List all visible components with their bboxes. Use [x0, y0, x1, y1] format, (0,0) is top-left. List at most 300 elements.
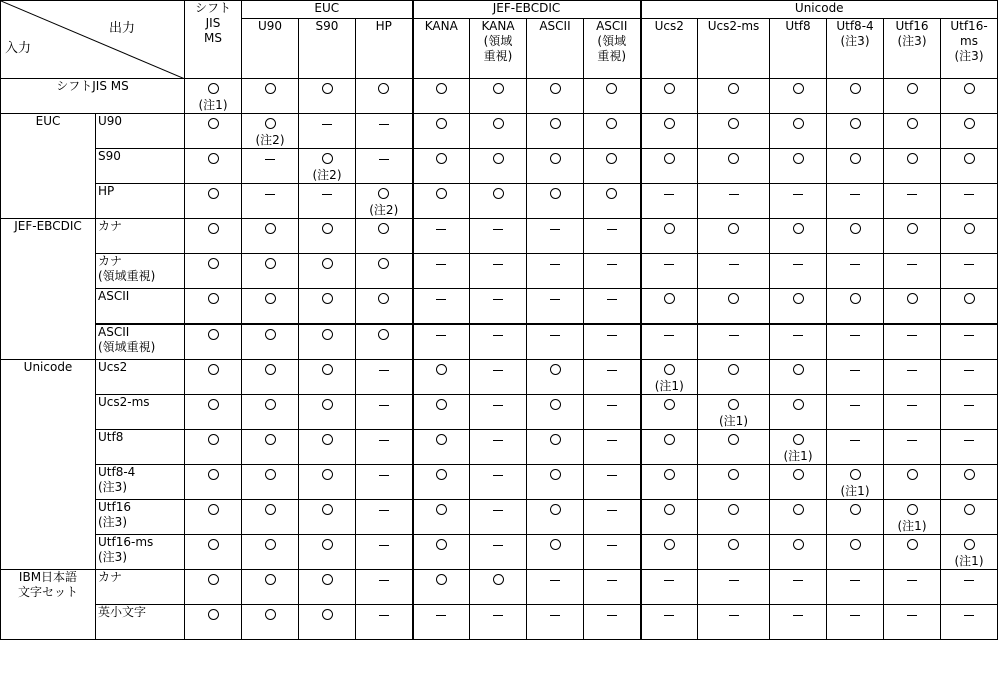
row-sub-label [96, 500, 185, 535]
unsupported-dash-icon [379, 159, 389, 160]
supported-circle-icon [322, 539, 333, 550]
matrix-cell [584, 430, 641, 465]
matrix-cell [527, 500, 584, 535]
matrix-cell [770, 324, 827, 360]
matrix-cell [770, 289, 827, 325]
unsupported-dash-icon [850, 194, 860, 195]
unsupported-dash-icon [664, 580, 674, 581]
row-group-label: Unicode [1, 360, 96, 570]
supported-circle-icon [793, 504, 804, 515]
supported-circle-icon [664, 364, 675, 375]
supported-circle-icon [964, 223, 975, 234]
supported-circle-icon [850, 223, 861, 234]
matrix-cell [527, 605, 584, 640]
matrix-cell [413, 289, 470, 325]
unsupported-dash-icon [850, 335, 860, 336]
supported-circle-icon [850, 539, 861, 550]
matrix-cell [698, 289, 770, 325]
matrix-cell [527, 149, 584, 184]
supported-circle-icon [664, 118, 675, 129]
supported-circle-icon [606, 118, 617, 129]
matrix-cell [827, 254, 884, 289]
table-row [1, 289, 998, 325]
supported-circle-icon [793, 293, 804, 304]
table-row [1, 465, 998, 500]
matrix-cell [242, 324, 299, 360]
matrix-cell [584, 184, 641, 219]
supported-circle-icon [550, 539, 561, 550]
row-sub-label [96, 289, 185, 325]
matrix-cell [698, 324, 770, 360]
unsupported-dash-icon [493, 440, 503, 441]
matrix-cell [299, 570, 356, 605]
row-group-label: EUC [1, 114, 96, 219]
supported-circle-icon [208, 364, 219, 375]
row-sub-label [96, 395, 185, 430]
col-header-utf16-ms [941, 19, 998, 79]
matrix-cell [185, 254, 242, 289]
supported-circle-icon [550, 188, 561, 199]
supported-circle-icon [850, 469, 861, 480]
matrix-cell [299, 219, 356, 254]
row-sub-label [96, 465, 185, 500]
matrix-cell [413, 430, 470, 465]
unsupported-dash-icon [493, 370, 503, 371]
matrix-cell [827, 430, 884, 465]
matrix-cell [470, 149, 527, 184]
matrix-cell [470, 500, 527, 535]
unsupported-dash-icon [907, 335, 917, 336]
col-header-kana-ryoiki [470, 19, 527, 79]
unsupported-dash-icon [322, 194, 332, 195]
matrix-cell [527, 289, 584, 325]
matrix-cell [641, 79, 698, 114]
supported-circle-icon [208, 83, 219, 94]
unsupported-dash-icon [607, 405, 617, 406]
supported-circle-icon [728, 118, 739, 129]
unsupported-dash-icon [729, 335, 739, 336]
supported-circle-icon [322, 469, 333, 480]
supported-circle-icon [550, 469, 561, 480]
supported-circle-icon [907, 83, 918, 94]
supported-circle-icon [322, 434, 333, 445]
matrix-cell [299, 114, 356, 149]
supported-circle-icon [907, 153, 918, 164]
matrix-cell [698, 79, 770, 114]
table-row [1, 254, 998, 289]
matrix-cell [242, 79, 299, 114]
matrix-cell [185, 289, 242, 325]
supported-circle-icon [265, 83, 276, 94]
col-header-line: Utf16 [895, 19, 929, 33]
matrix-cell [242, 465, 299, 500]
row-sub-label-line: カナ [98, 254, 123, 268]
row-group-label: JEF-EBCDIC [1, 219, 96, 360]
matrix-cell [413, 465, 470, 500]
matrix-cell [584, 465, 641, 500]
supported-circle-icon [606, 153, 617, 164]
row-sub-label-line: ASCII [98, 325, 130, 339]
row-sub-label [96, 254, 185, 289]
col-header-line: シフト [194, 1, 231, 15]
matrix-cell [242, 149, 299, 184]
matrix-cell [584, 360, 641, 395]
unsupported-dash-icon [607, 335, 617, 336]
supported-circle-icon [265, 434, 276, 445]
row-sub-label-line: Utf8 [98, 430, 124, 444]
unsupported-dash-icon [850, 405, 860, 406]
cell-note: (注1) [719, 414, 748, 428]
matrix-cell [941, 395, 998, 430]
matrix-cell [185, 79, 242, 114]
col-header-line: MS [204, 31, 222, 45]
matrix-cell [770, 395, 827, 430]
supported-circle-icon [493, 574, 504, 585]
supported-circle-icon [793, 83, 804, 94]
supported-circle-icon [728, 469, 739, 480]
supported-circle-icon [436, 469, 447, 480]
matrix-cell [698, 184, 770, 219]
matrix-cell [884, 465, 941, 500]
matrix-cell [356, 79, 413, 114]
matrix-cell [356, 360, 413, 395]
supported-circle-icon [907, 539, 918, 550]
unsupported-dash-icon [907, 194, 917, 195]
table-row [1, 570, 998, 605]
supported-circle-icon [793, 399, 804, 410]
cell-note: (注1) [840, 484, 870, 498]
matrix-cell [356, 430, 413, 465]
matrix-cell [527, 324, 584, 360]
matrix-cell [884, 219, 941, 254]
matrix-cell [770, 184, 827, 219]
table-row [1, 184, 998, 219]
matrix-cell [527, 535, 584, 570]
supported-circle-icon [436, 83, 447, 94]
unsupported-dash-icon [379, 124, 389, 125]
unsupported-dash-icon [907, 264, 917, 265]
matrix-cell [470, 324, 527, 360]
supported-circle-icon [208, 118, 219, 129]
matrix-cell [641, 570, 698, 605]
supported-circle-icon [208, 504, 219, 515]
unsupported-dash-icon [964, 405, 974, 406]
supported-circle-icon [265, 539, 276, 550]
matrix-cell [356, 395, 413, 430]
matrix-cell [941, 79, 998, 114]
supported-circle-icon [850, 504, 861, 515]
supported-circle-icon [728, 153, 739, 164]
supported-circle-icon [550, 434, 561, 445]
supported-circle-icon [964, 469, 975, 480]
matrix-cell [356, 535, 413, 570]
matrix-cell [242, 430, 299, 465]
row-sub-label-line: U90 [98, 114, 123, 128]
supported-circle-icon [606, 188, 617, 199]
matrix-cell [470, 465, 527, 500]
matrix-cell [299, 289, 356, 325]
supported-circle-icon [964, 504, 975, 515]
unsupported-dash-icon [664, 615, 674, 616]
matrix-cell [413, 605, 470, 640]
supported-circle-icon [664, 83, 675, 94]
matrix-cell [698, 360, 770, 395]
supported-circle-icon [208, 399, 219, 410]
matrix-cell [884, 430, 941, 465]
group-header-unicode: Unicode [641, 1, 998, 19]
supported-circle-icon [208, 539, 219, 550]
matrix-cell [242, 114, 299, 149]
unsupported-dash-icon [607, 545, 617, 546]
unsupported-dash-icon [850, 580, 860, 581]
unsupported-dash-icon [964, 194, 974, 195]
supported-circle-icon [907, 504, 918, 515]
matrix-cell [941, 465, 998, 500]
supported-circle-icon [208, 609, 219, 620]
matrix-cell [884, 324, 941, 360]
row-group-label: シフトJIS MS [1, 79, 185, 114]
supported-circle-icon [664, 469, 675, 480]
matrix-cell [185, 605, 242, 640]
supported-circle-icon [265, 574, 276, 585]
supported-circle-icon [208, 223, 219, 234]
matrix-cell [242, 570, 299, 605]
supported-circle-icon [493, 83, 504, 94]
matrix-cell [299, 395, 356, 430]
matrix-cell [584, 254, 641, 289]
cell-note: (注2) [369, 203, 399, 217]
matrix-cell [527, 430, 584, 465]
matrix-cell [299, 324, 356, 360]
col-header-utf8: Utf8 [770, 19, 827, 79]
supported-circle-icon [322, 153, 333, 164]
unsupported-dash-icon [729, 580, 739, 581]
group-header-euc: EUC [242, 1, 413, 19]
matrix-cell [884, 184, 941, 219]
matrix-cell [470, 395, 527, 430]
matrix-cell [884, 360, 941, 395]
matrix-cell [641, 500, 698, 535]
matrix-cell [770, 500, 827, 535]
supported-circle-icon [378, 258, 389, 269]
supported-circle-icon [322, 504, 333, 515]
supported-circle-icon [907, 293, 918, 304]
supported-circle-icon [265, 223, 276, 234]
unsupported-dash-icon [265, 159, 275, 160]
matrix-cell [641, 114, 698, 149]
matrix-cell [770, 430, 827, 465]
supported-circle-icon [322, 258, 333, 269]
col-header-shiftjis-ms [185, 1, 242, 79]
unsupported-dash-icon [793, 335, 803, 336]
matrix-cell [356, 465, 413, 500]
supported-circle-icon [436, 153, 447, 164]
cell-note: (注1) [783, 449, 813, 463]
supported-circle-icon [378, 329, 389, 340]
matrix-cell [641, 324, 698, 360]
matrix-cell [527, 570, 584, 605]
matrix-cell [770, 114, 827, 149]
matrix-cell [185, 430, 242, 465]
unsupported-dash-icon [493, 335, 503, 336]
table-row [1, 360, 998, 395]
supported-circle-icon [378, 83, 389, 94]
unsupported-dash-icon [607, 440, 617, 441]
matrix-cell [527, 465, 584, 500]
matrix-cell [698, 114, 770, 149]
group-header-jef-ebcdic: JEF-EBCDIC [413, 1, 641, 19]
supported-circle-icon [208, 469, 219, 480]
matrix-cell [827, 465, 884, 500]
unsupported-dash-icon [550, 264, 560, 265]
supported-circle-icon [793, 469, 804, 480]
matrix-cell [470, 360, 527, 395]
row-sub-label-line: (注3) [98, 550, 127, 564]
row-sub-label-line: Ucs2-ms [98, 395, 150, 409]
matrix-cell [584, 535, 641, 570]
row-sub-label-line: (領域重視) [98, 340, 156, 354]
matrix-cell [242, 500, 299, 535]
supported-circle-icon [208, 293, 219, 304]
supported-circle-icon [850, 153, 861, 164]
unsupported-dash-icon [607, 510, 617, 511]
table-row [1, 79, 998, 114]
unsupported-dash-icon [436, 229, 446, 230]
supported-circle-icon [265, 258, 276, 269]
supported-circle-icon [322, 293, 333, 304]
matrix-cell [470, 79, 527, 114]
unsupported-dash-icon [379, 510, 389, 511]
unsupported-dash-icon [379, 405, 389, 406]
table-row [1, 500, 998, 535]
table-row [1, 219, 998, 254]
matrix-cell [413, 254, 470, 289]
supported-circle-icon [322, 574, 333, 585]
unsupported-dash-icon [493, 475, 503, 476]
matrix-cell [470, 254, 527, 289]
supported-circle-icon [322, 83, 333, 94]
matrix-cell [884, 500, 941, 535]
supported-circle-icon [664, 293, 675, 304]
matrix-cell [827, 219, 884, 254]
unsupported-dash-icon [436, 299, 446, 300]
matrix-cell [827, 360, 884, 395]
matrix-cell [770, 360, 827, 395]
unsupported-dash-icon [729, 194, 739, 195]
unsupported-dash-icon [850, 370, 860, 371]
matrix-cell [884, 395, 941, 430]
supported-circle-icon [550, 118, 561, 129]
row-sub-label-line: (注3) [98, 480, 127, 494]
unsupported-dash-icon [550, 615, 560, 616]
matrix-cell [884, 605, 941, 640]
corner-header-cell [1, 1, 185, 79]
matrix-cell [941, 324, 998, 360]
matrix-cell [584, 500, 641, 535]
supported-circle-icon [728, 83, 739, 94]
unsupported-dash-icon [793, 580, 803, 581]
matrix-cell [470, 114, 527, 149]
unsupported-dash-icon [607, 475, 617, 476]
supported-circle-icon [850, 118, 861, 129]
matrix-cell [299, 149, 356, 184]
col-header-line: (領域 [483, 34, 513, 48]
matrix-cell [527, 395, 584, 430]
row-sub-label [96, 430, 185, 465]
matrix-cell [356, 605, 413, 640]
table-row [1, 535, 998, 570]
row-sub-label [96, 535, 185, 570]
supported-circle-icon [550, 399, 561, 410]
supported-circle-icon [664, 434, 675, 445]
matrix-cell [242, 184, 299, 219]
unsupported-dash-icon [907, 370, 917, 371]
matrix-cell [185, 149, 242, 184]
unsupported-dash-icon [729, 264, 739, 265]
supported-circle-icon [208, 574, 219, 585]
row-sub-label [96, 570, 185, 605]
supported-circle-icon [606, 83, 617, 94]
supported-circle-icon [907, 223, 918, 234]
unsupported-dash-icon [907, 440, 917, 441]
matrix-cell [470, 570, 527, 605]
unsupported-dash-icon [664, 264, 674, 265]
row-sub-label-line: ASCII [98, 289, 130, 303]
matrix-cell [827, 149, 884, 184]
matrix-cell [470, 184, 527, 219]
matrix-cell [941, 535, 998, 570]
unsupported-dash-icon [964, 335, 974, 336]
unsupported-dash-icon [607, 229, 617, 230]
matrix-cell [185, 500, 242, 535]
supported-circle-icon [378, 223, 389, 234]
unsupported-dash-icon [550, 580, 560, 581]
matrix-cell [770, 149, 827, 184]
matrix-cell [584, 149, 641, 184]
corner-diagonal-line [1, 1, 185, 79]
supported-circle-icon [265, 399, 276, 410]
unsupported-dash-icon [322, 124, 332, 125]
unsupported-dash-icon [729, 615, 739, 616]
unsupported-dash-icon [907, 615, 917, 616]
unsupported-dash-icon [436, 615, 446, 616]
matrix-cell [185, 219, 242, 254]
matrix-cell [698, 605, 770, 640]
table-row [1, 149, 998, 184]
unsupported-dash-icon [493, 264, 503, 265]
matrix-cell [356, 219, 413, 254]
matrix-cell [413, 570, 470, 605]
row-sub-label-line: S90 [98, 149, 121, 163]
unsupported-dash-icon [664, 335, 674, 336]
supported-circle-icon [728, 434, 739, 445]
matrix-cell [527, 184, 584, 219]
matrix-cell [584, 289, 641, 325]
col-header-line: JIS [205, 16, 221, 30]
supported-circle-icon [793, 223, 804, 234]
supported-circle-icon [493, 153, 504, 164]
col-header-line: Utf8-4 [836, 19, 874, 33]
supported-circle-icon [265, 293, 276, 304]
row-sub-label-line: (注3) [98, 515, 127, 529]
matrix-cell [299, 430, 356, 465]
cell-note: (注2) [312, 168, 342, 182]
supported-circle-icon [208, 188, 219, 199]
matrix-cell [413, 360, 470, 395]
row-group-label [1, 570, 96, 640]
supported-circle-icon [793, 539, 804, 550]
matrix-cell [470, 219, 527, 254]
